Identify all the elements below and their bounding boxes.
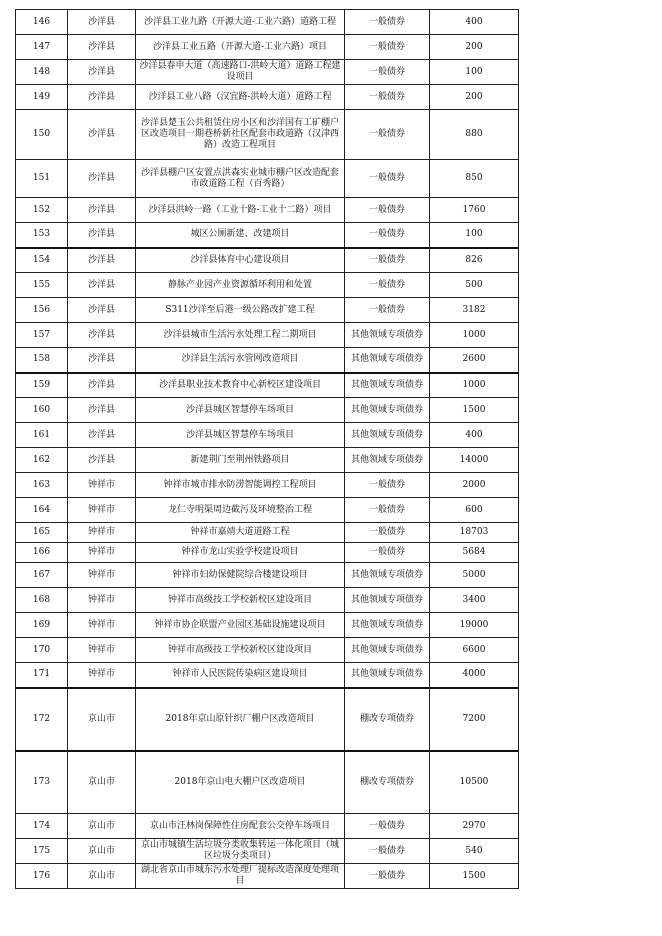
- region-cell: 钟祥市: [68, 498, 136, 523]
- amount-cell: 100: [430, 60, 519, 85]
- project-name-cell: 2018年京山原针织厂棚户区改造项目: [136, 688, 345, 751]
- amount-cell: 1760: [430, 198, 519, 223]
- row-number-cell: 162: [16, 448, 68, 473]
- row-number-cell: 170: [16, 638, 68, 663]
- region-cell: 沙洋县: [68, 398, 136, 423]
- project-name-cell: 湖北省京山市城东污水处理厂提标改造深度处理项目: [136, 864, 345, 889]
- bond-type-cell: 一般债券: [345, 273, 430, 298]
- amount-cell: 540: [430, 839, 519, 864]
- table-row: [16, 688, 519, 751]
- bond-type-cell: 一般债券: [345, 10, 430, 35]
- bond-type-cell: 一般债券: [345, 839, 430, 864]
- project-name-cell: 沙洋县春申大道（高速路口-洪岭大道）道路工程建设项目: [136, 60, 345, 85]
- table-row: [16, 563, 519, 588]
- table-row: [16, 223, 519, 248]
- bond-type-cell: 其他领域专项债券: [345, 323, 430, 348]
- amount-cell: 1500: [430, 398, 519, 423]
- row-number-cell: 151: [16, 160, 68, 198]
- bond-type-cell: 其他领域专项债券: [345, 448, 430, 473]
- table-row: [16, 110, 519, 160]
- amount-cell: 850: [430, 160, 519, 198]
- project-name-cell: 沙洋县工业五路（开源大道-工业六路）项目: [136, 35, 345, 60]
- table-row: [16, 864, 519, 889]
- amount-cell: 3400: [430, 588, 519, 613]
- bond-type-cell: 一般债券: [345, 473, 430, 498]
- project-name-cell: S311沙洋至后港一级公路改扩建工程: [136, 298, 345, 323]
- region-cell: 钟祥市: [68, 523, 136, 543]
- bond-type-cell: 一般债券: [345, 864, 430, 889]
- project-name-cell: 龙仁寺明渠周边截污及环境整治工程: [136, 498, 345, 523]
- row-number-cell: 158: [16, 348, 68, 373]
- region-cell: 钟祥市: [68, 563, 136, 588]
- bond-type-cell: 其他领域专项债券: [345, 663, 430, 688]
- bond-type-cell: 一般债券: [345, 160, 430, 198]
- amount-cell: 4000: [430, 663, 519, 688]
- region-cell: 沙洋县: [68, 10, 136, 35]
- region-cell: 京山市: [68, 839, 136, 864]
- bond-type-cell: 一般债券: [345, 498, 430, 523]
- bond-project-table: [15, 9, 519, 889]
- table-row: [16, 663, 519, 688]
- table-row: [16, 248, 519, 273]
- row-number-cell: 163: [16, 473, 68, 498]
- table-row: [16, 638, 519, 663]
- region-cell: 京山市: [68, 688, 136, 751]
- project-name-cell: 钟祥市高级技工学校新校区建设项目: [136, 638, 345, 663]
- bond-type-cell: 一般债券: [345, 814, 430, 839]
- table-row: [16, 448, 519, 473]
- amount-cell: 3182: [430, 298, 519, 323]
- table-row: [16, 298, 519, 323]
- region-cell: 京山市: [68, 751, 136, 814]
- amount-cell: 19000: [430, 613, 519, 638]
- row-number-cell: 150: [16, 110, 68, 160]
- amount-cell: 14000: [430, 448, 519, 473]
- row-number-cell: 168: [16, 588, 68, 613]
- bond-type-cell: 其他领域专项债券: [345, 588, 430, 613]
- project-name-cell: 钟祥市龙山实验学校建设项目: [136, 543, 345, 563]
- project-name-cell: 沙洋县洪岭一路（工业十路-工业十二路）项目: [136, 198, 345, 223]
- table-row: [16, 543, 519, 563]
- project-name-cell: 钟祥市妇幼保健院综合楼建设项目: [136, 563, 345, 588]
- project-name-cell: 钟祥市协企联盟产业园区基础设施建设项目: [136, 613, 345, 638]
- amount-cell: 18703: [430, 523, 519, 543]
- amount-cell: 500: [430, 273, 519, 298]
- amount-cell: 400: [430, 10, 519, 35]
- row-number-cell: 174: [16, 814, 68, 839]
- table-body: [16, 10, 519, 889]
- region-cell: 钟祥市: [68, 473, 136, 498]
- row-number-cell: 169: [16, 613, 68, 638]
- region-cell: 沙洋县: [68, 160, 136, 198]
- table-row: [16, 473, 519, 498]
- region-cell: 钟祥市: [68, 588, 136, 613]
- table-row: [16, 498, 519, 523]
- amount-cell: 1500: [430, 864, 519, 889]
- bond-type-cell: 棚改专项债券: [345, 688, 430, 751]
- bond-type-cell: 一般债券: [345, 223, 430, 248]
- amount-cell: 200: [430, 85, 519, 110]
- table-row: [16, 523, 519, 543]
- table-row: [16, 10, 519, 35]
- table-row: [16, 751, 519, 814]
- table-row: [16, 160, 519, 198]
- amount-cell: 880: [430, 110, 519, 160]
- region-cell: 钟祥市: [68, 663, 136, 688]
- table-row: [16, 273, 519, 298]
- project-name-cell: 沙洋县工业九路（开源大道-工业六路）道路工程: [136, 10, 345, 35]
- region-cell: 沙洋县: [68, 110, 136, 160]
- bond-type-cell: 其他领域专项债券: [345, 348, 430, 373]
- bond-type-cell: 其他领域专项债券: [345, 563, 430, 588]
- bond-type-cell: 一般债券: [345, 298, 430, 323]
- bond-type-cell: 一般债券: [345, 60, 430, 85]
- table-row: [16, 323, 519, 348]
- amount-cell: 5684: [430, 543, 519, 563]
- bond-type-cell: 一般债券: [345, 248, 430, 273]
- region-cell: 沙洋县: [68, 35, 136, 60]
- row-number-cell: 159: [16, 373, 68, 398]
- table-row: [16, 423, 519, 448]
- region-cell: 沙洋县: [68, 273, 136, 298]
- region-cell: 沙洋县: [68, 85, 136, 110]
- project-name-cell: 静脉产业园产业资源循环利用和处置: [136, 273, 345, 298]
- bond-type-cell: 其他领域专项债券: [345, 613, 430, 638]
- amount-cell: 6600: [430, 638, 519, 663]
- row-number-cell: 146: [16, 10, 68, 35]
- region-cell: 沙洋县: [68, 448, 136, 473]
- row-number-cell: 157: [16, 323, 68, 348]
- table-row: [16, 588, 519, 613]
- region-cell: 钟祥市: [68, 543, 136, 563]
- region-cell: 沙洋县: [68, 348, 136, 373]
- row-number-cell: 161: [16, 423, 68, 448]
- project-name-cell: 沙洋县楚玉公共租赁住房小区和沙洋国有工矿棚户区改造项目一期巷桥新社区配套市政道路（汉津西路）改造工程项目: [136, 110, 345, 160]
- project-name-cell: 钟祥市人民医院传染病区建设项目: [136, 663, 345, 688]
- bond-type-cell: 棚改专项债券: [345, 751, 430, 814]
- bond-type-cell: 一般债券: [345, 35, 430, 60]
- row-number-cell: 167: [16, 563, 68, 588]
- project-name-cell: 沙洋县城区智慧停车场项目: [136, 398, 345, 423]
- project-name-cell: 京山市城镇生活垃圾分类收集转运一体化项目（城区垃圾分类项目）: [136, 839, 345, 864]
- bond-type-cell: 一般债券: [345, 85, 430, 110]
- table-row: [16, 373, 519, 398]
- row-number-cell: 164: [16, 498, 68, 523]
- amount-cell: 7200: [430, 688, 519, 751]
- table-row: [16, 198, 519, 223]
- row-number-cell: 153: [16, 223, 68, 248]
- table-row: [16, 814, 519, 839]
- region-cell: 钟祥市: [68, 638, 136, 663]
- table-row: [16, 35, 519, 60]
- amount-cell: 1000: [430, 323, 519, 348]
- project-name-cell: 沙洋县生活污水管网改造项目: [136, 348, 345, 373]
- table-row: [16, 85, 519, 110]
- project-name-cell: 沙洋县职业技术教育中心新校区建设项目: [136, 373, 345, 398]
- amount-cell: 100: [430, 223, 519, 248]
- amount-cell: 200: [430, 35, 519, 60]
- row-number-cell: 176: [16, 864, 68, 889]
- project-name-cell: 钟祥市嘉靖大道道路工程: [136, 523, 345, 543]
- project-name-cell: 沙洋县棚户区安置点洪森实业城市棚户区改造配套市政道路工程（百秀路）: [136, 160, 345, 198]
- region-cell: 沙洋县: [68, 60, 136, 85]
- project-name-cell: 城区公厕新建、改建项目: [136, 223, 345, 248]
- row-number-cell: 148: [16, 60, 68, 85]
- amount-cell: 400: [430, 423, 519, 448]
- amount-cell: 826: [430, 248, 519, 273]
- bond-type-cell: 其他领域专项债券: [345, 638, 430, 663]
- row-number-cell: 149: [16, 85, 68, 110]
- bond-type-cell: 其他领域专项债券: [345, 373, 430, 398]
- amount-cell: 10500: [430, 751, 519, 814]
- amount-cell: 600: [430, 498, 519, 523]
- bond-type-cell: 一般债券: [345, 110, 430, 160]
- row-number-cell: 175: [16, 839, 68, 864]
- table-row: [16, 60, 519, 85]
- amount-cell: 5000: [430, 563, 519, 588]
- amount-cell: 2000: [430, 473, 519, 498]
- row-number-cell: 173: [16, 751, 68, 814]
- row-number-cell: 147: [16, 35, 68, 60]
- bond-type-cell: 一般债券: [345, 198, 430, 223]
- project-name-cell: 京山市汪林岗保障性住房配套公交停车场项目: [136, 814, 345, 839]
- row-number-cell: 166: [16, 543, 68, 563]
- amount-cell: 2600: [430, 348, 519, 373]
- region-cell: 沙洋县: [68, 298, 136, 323]
- row-number-cell: 165: [16, 523, 68, 543]
- row-number-cell: 160: [16, 398, 68, 423]
- project-name-cell: 沙洋县工业八路（汉宜路-洪岭大道）道路工程: [136, 85, 345, 110]
- row-number-cell: 154: [16, 248, 68, 273]
- table-row: [16, 613, 519, 638]
- project-name-cell: 新建荆门至荆州铁路项目: [136, 448, 345, 473]
- bond-type-cell: 一般债券: [345, 523, 430, 543]
- row-number-cell: 172: [16, 688, 68, 751]
- region-cell: 沙洋县: [68, 423, 136, 448]
- row-number-cell: 152: [16, 198, 68, 223]
- region-cell: 京山市: [68, 864, 136, 889]
- bond-type-cell: 其他领域专项债券: [345, 398, 430, 423]
- amount-cell: 2970: [430, 814, 519, 839]
- project-name-cell: 沙洋县城市生活污水处理工程二期项目: [136, 323, 345, 348]
- row-number-cell: 155: [16, 273, 68, 298]
- amount-cell: 1000: [430, 373, 519, 398]
- bond-type-cell: 一般债券: [345, 543, 430, 563]
- bond-type-cell: 其他领域专项债券: [345, 423, 430, 448]
- project-name-cell: 钟祥市高级技工学校新校区建设项目: [136, 588, 345, 613]
- project-name-cell: 钟祥市城市排水防涝智能调控工程项目: [136, 473, 345, 498]
- table-row: [16, 348, 519, 373]
- row-number-cell: 171: [16, 663, 68, 688]
- region-cell: 沙洋县: [68, 373, 136, 398]
- project-name-cell: 2018年京山电大棚户区改造项目: [136, 751, 345, 814]
- row-number-cell: 156: [16, 298, 68, 323]
- region-cell: 钟祥市: [68, 613, 136, 638]
- project-name-cell: 沙洋县城区智慧停车场项目: [136, 423, 345, 448]
- region-cell: 沙洋县: [68, 198, 136, 223]
- region-cell: 沙洋县: [68, 248, 136, 273]
- region-cell: 沙洋县: [68, 323, 136, 348]
- region-cell: 京山市: [68, 814, 136, 839]
- table-row: [16, 398, 519, 423]
- project-name-cell: 沙洋县体育中心建设项目: [136, 248, 345, 273]
- region-cell: 沙洋县: [68, 223, 136, 248]
- table-row: [16, 839, 519, 864]
